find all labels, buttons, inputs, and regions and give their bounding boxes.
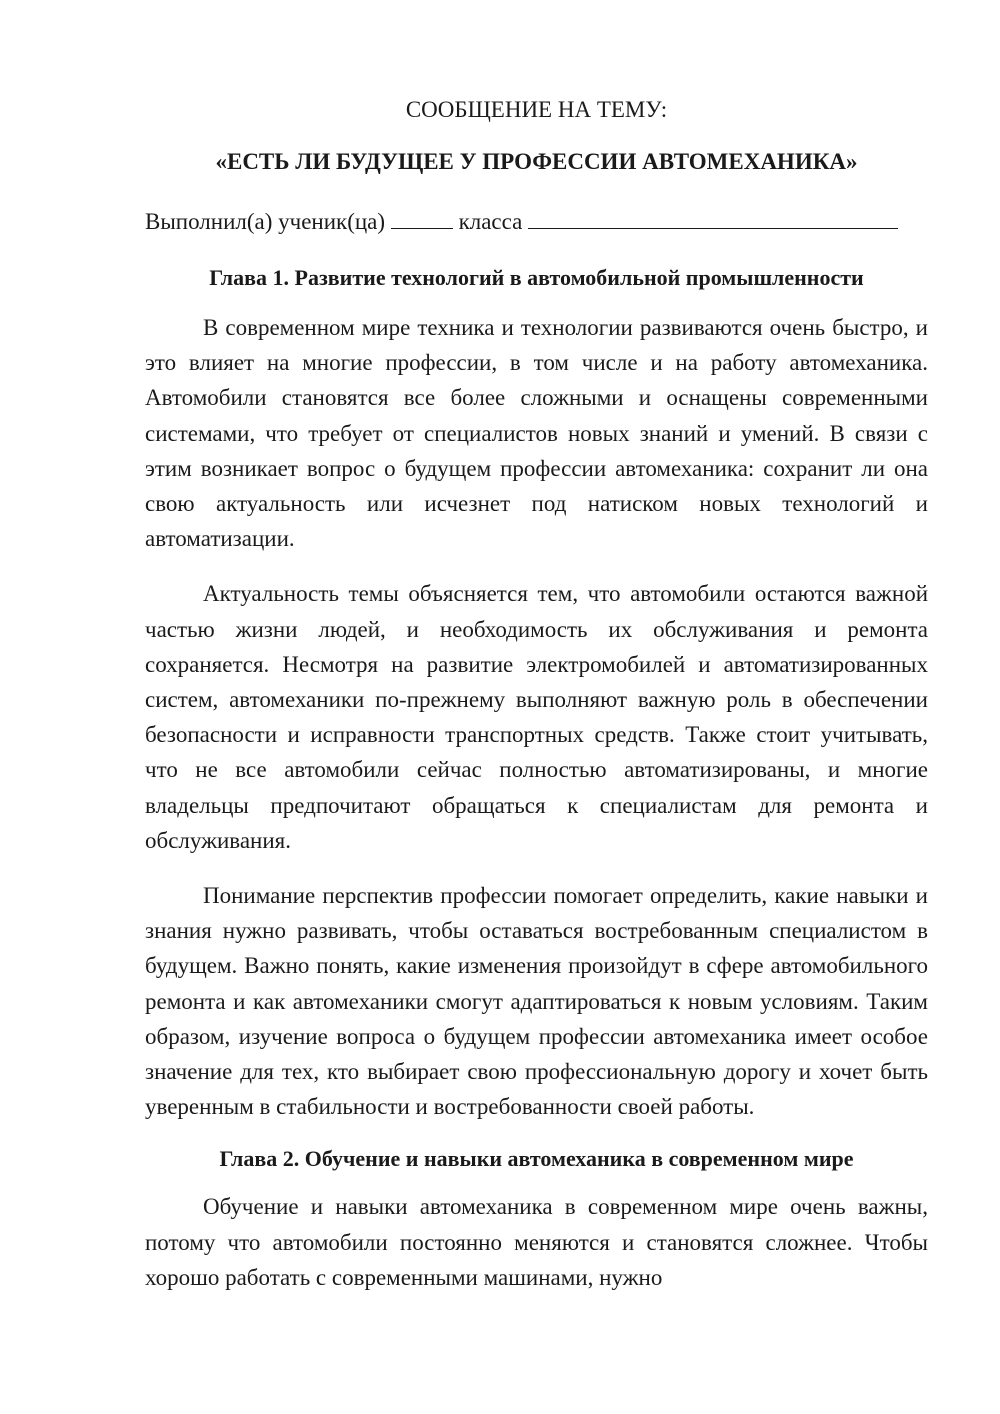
- author-line: [145, 204, 928, 239]
- document-heading-line1: СООБЩЕНИЕ НА ТЕМУ:: [405, 97, 668, 122]
- chapter-2-paragraph-1: Обучение и навыки автомеханика в современном мире очень важны, потому что автомобили постоянно меняются и становятся сложнее. Чтобы хорошо работать с современными машинами, нужно: [145, 1194, 928, 1290]
- author-prefix: Выполнил(а) ученик(ца): [145, 209, 386, 234]
- chapter-1-paragraph-1: В современном мире техника и технологии развиваются очень быстро, и это влияет на многие профессии, в том числе и на работу автомеханика. Автомобили становятся все более сложными и оснащены современными системами, что требует от специалистов новых знаний и умений. В связи с этим возникает вопрос о будущем профессии автомеханика: сохранит ли она свою актуальность или исчезнет под натиском новых технологий и автоматизации.: [145, 315, 928, 552]
- document-page: [145, 93, 928, 1295]
- author-middle: класса: [458, 209, 523, 234]
- name-blank-field: [528, 204, 898, 229]
- document-title: «ЕСТЬ ЛИ БУДУЩЕЕ У ПРОФЕССИИ АВТОМЕХАНИКА»: [215, 149, 858, 174]
- class-blank-field: [391, 204, 453, 229]
- chapter-1-title: Глава 1. Развитие технологий в автомобильной промышленности: [209, 265, 864, 290]
- chapter-1-paragraph-3: Понимание перспектив профессии помогает определить, какие навыки и знания нужно развивать, чтобы оставаться востребованным специалистом в будущем. Важно понять, какие изменения произойдут в сфере автомобильного ремонта и как автомеханики смогут адаптироваться к новым условиям. Таким образом, изучение вопроса о будущем профессии автомеханика имеет особое значение для тех, кто выбирает свою профессиональную дорогу и хочет быть уверенным в стабильности и востребованности своей работы.: [145, 883, 928, 1120]
- chapter-2-title: Глава 2. Обучение и навыки автомеханика в современном мире: [219, 1146, 854, 1172]
- chapter-1-paragraph-2: Актуальность темы объясняется тем, что автомобили остаются важной частью жизни людей, и необходимость их обслуживания и ремонта сохраняется. Несмотря на развитие электромобилей и автоматизированных систем, автомеханики по-прежнему выполняют важную роль в обеспечении безопасности и исправности транспортных средств. Также стоит учитывать, что не все автомобили сейчас полностью автоматизированы, и многие владельцы предпочитают обращаться к специалистам для ремонта и обслуживания.: [145, 581, 928, 853]
